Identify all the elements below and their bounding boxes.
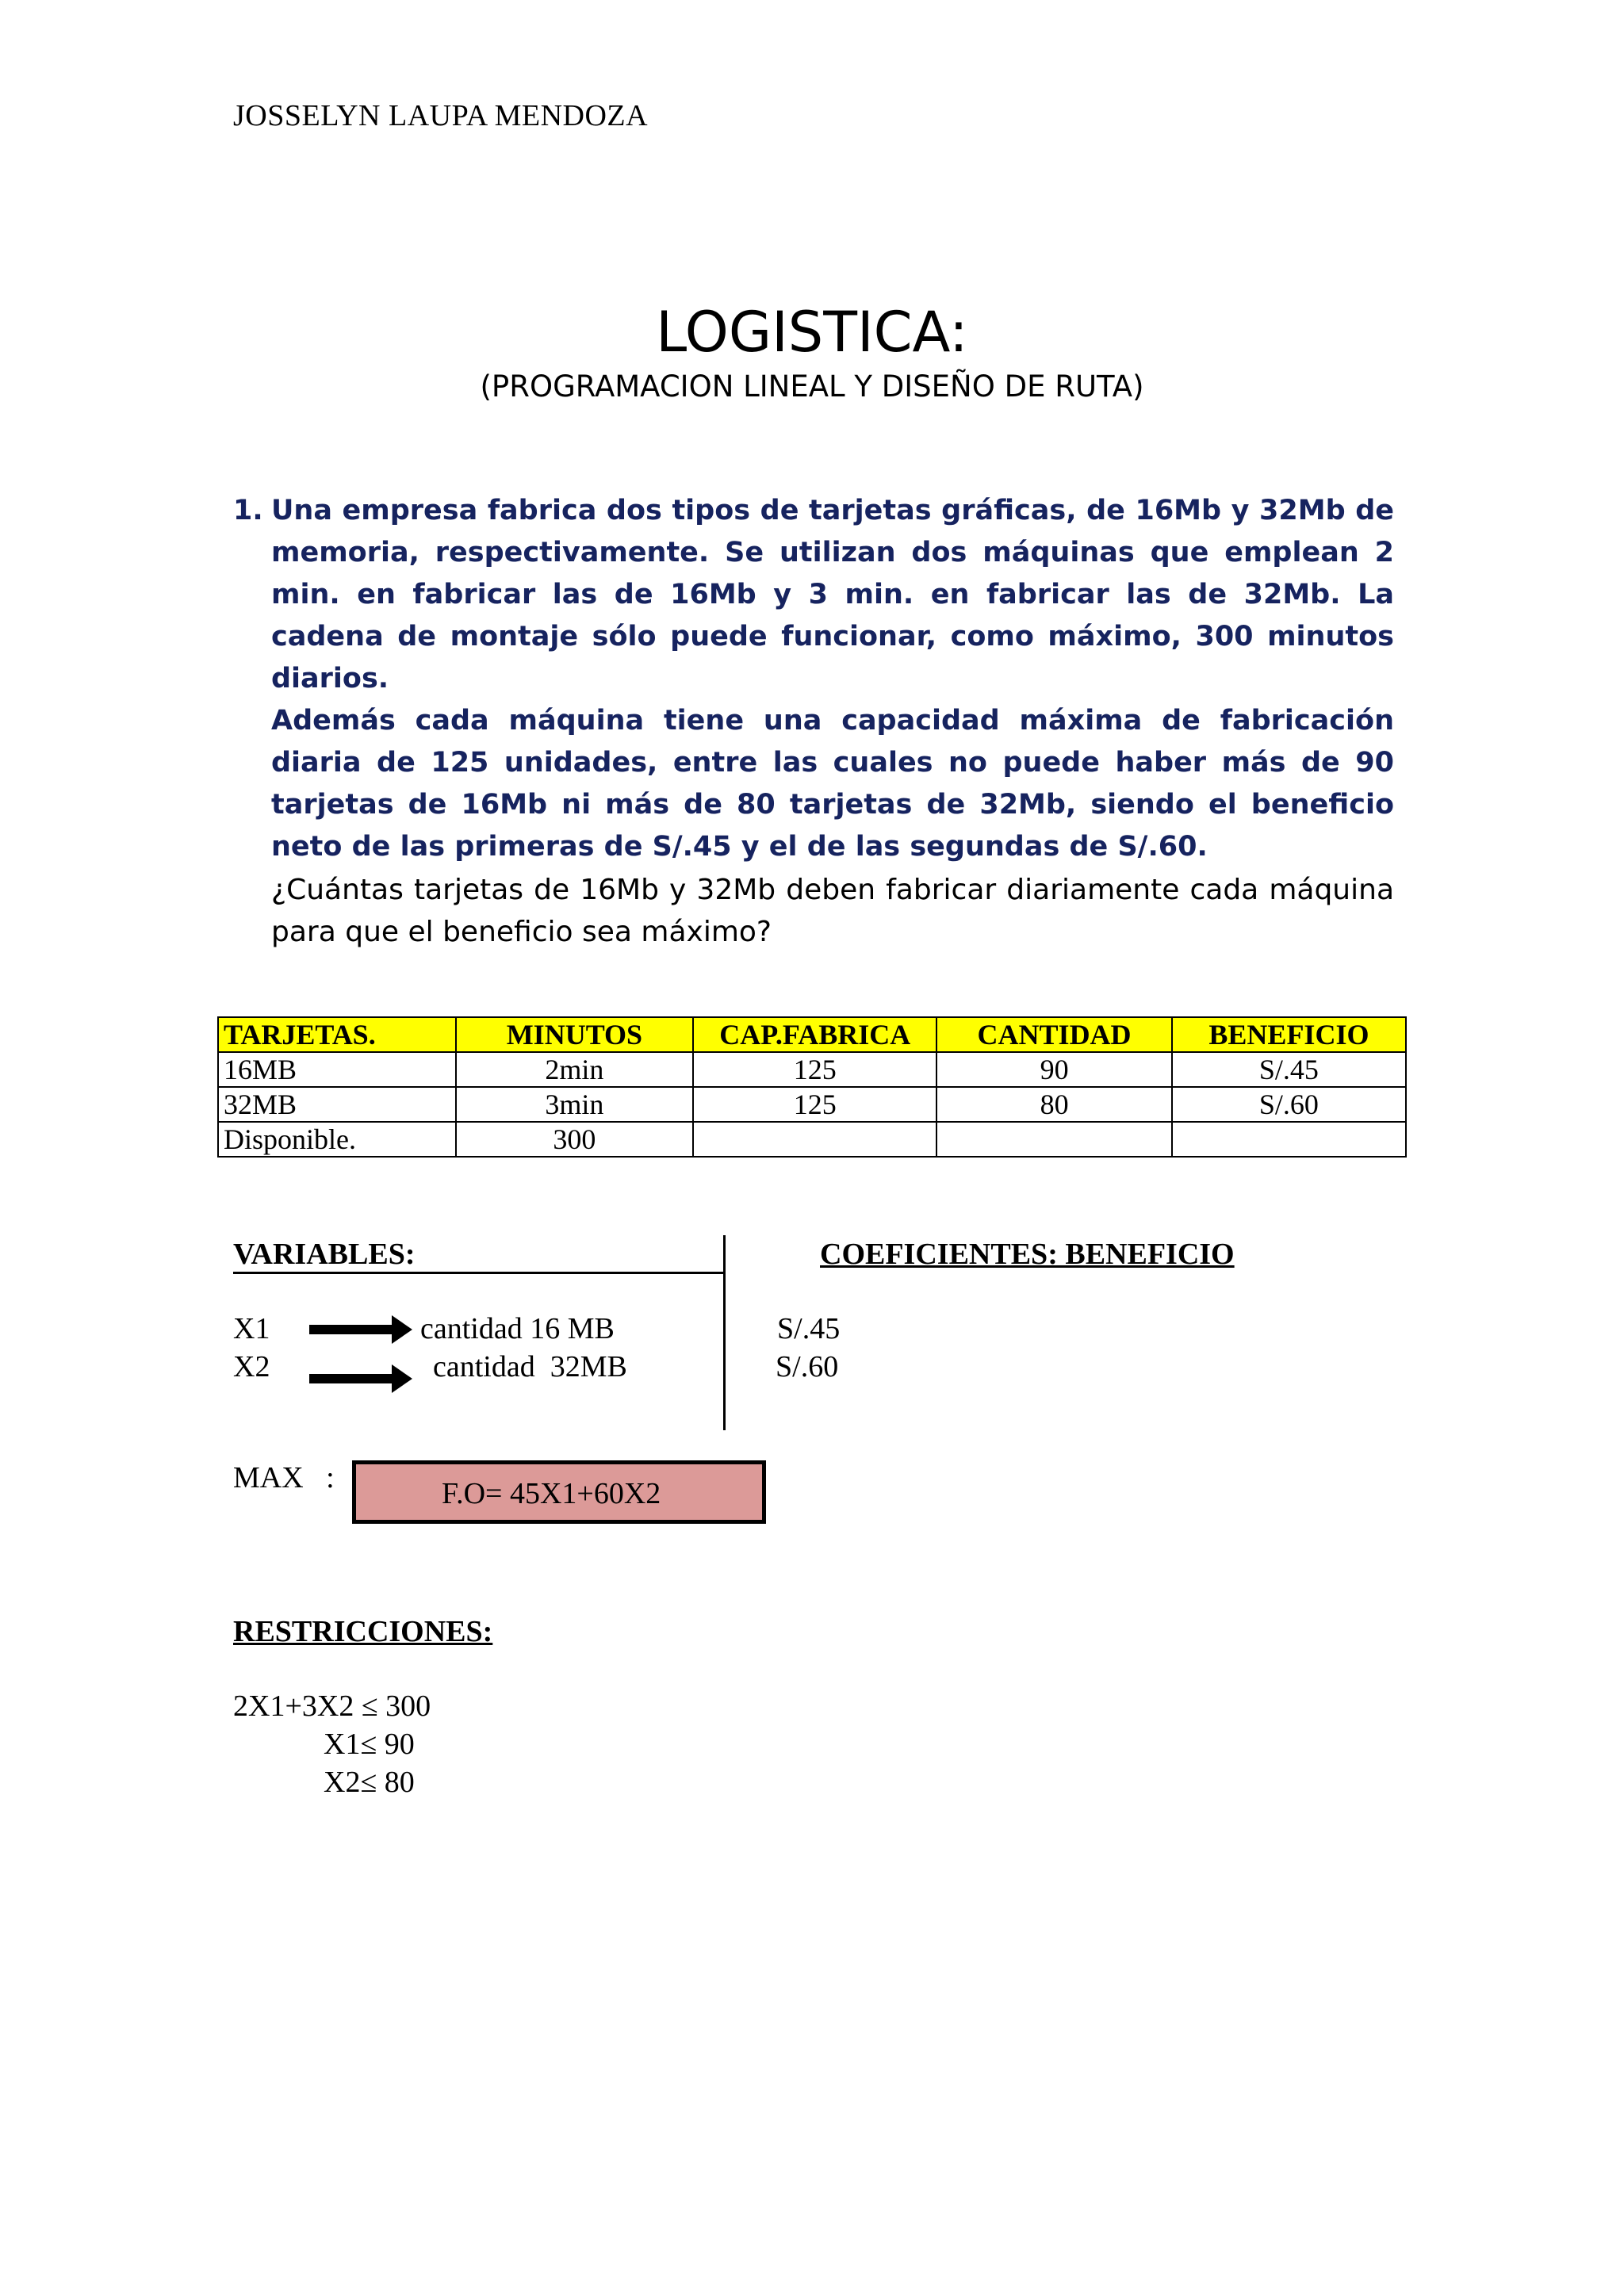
table-cell: Disponible. — [218, 1122, 456, 1157]
table-cell: 90 — [936, 1052, 1172, 1087]
page-subtitle: (PROGRAMACION LINEAL Y DISEÑO DE RUTA) — [480, 369, 1144, 404]
author-name: JOSSELYN LAUPA MENDOZA — [233, 99, 649, 132]
variable-x2-name: X2 — [233, 1350, 270, 1383]
variable-x1-description: cantidad 16 MB — [420, 1312, 615, 1345]
table-cell — [693, 1122, 936, 1157]
problem-statement — [233, 490, 1394, 868]
table-cell: 125 — [693, 1052, 936, 1087]
max-label: MAX : — [233, 1461, 335, 1494]
table-header-cell: CANTIDAD — [936, 1017, 1172, 1052]
table-cell: 300 — [456, 1122, 694, 1157]
variable-x2-coefficient: S/.60 — [776, 1350, 839, 1383]
table-header-row — [218, 1017, 1406, 1052]
table-cell: 2min — [456, 1052, 694, 1087]
data-table — [217, 1016, 1407, 1158]
table-cell: 32MB — [218, 1087, 456, 1122]
table-header-cell: BENEFICIO — [1172, 1017, 1406, 1052]
variable-x1-name: X1 — [233, 1312, 270, 1345]
table-cell: 125 — [693, 1087, 936, 1122]
variables-underline — [233, 1272, 725, 1274]
table-cell: 16MB — [218, 1052, 456, 1087]
table-cell: S/.60 — [1172, 1087, 1406, 1122]
table-cell: 80 — [936, 1087, 1172, 1122]
variable-x2-description: cantidad 32MB — [433, 1350, 627, 1383]
right-arrow-icon — [309, 1363, 414, 1395]
variables-divider — [723, 1235, 726, 1430]
restriction-1: 2X1+3X2 ≤ 300 — [233, 1689, 431, 1723]
problem-number: 1. — [233, 495, 263, 526]
table-header-cell: MINUTOS — [456, 1017, 694, 1052]
table-cell — [936, 1122, 1172, 1157]
table-row — [218, 1087, 1406, 1122]
restrictions-heading: RESTRICCIONES: — [233, 1615, 493, 1648]
right-arrow-icon — [309, 1314, 414, 1345]
restriction-2: X1≤ 90 — [324, 1728, 415, 1761]
restriction-3: X2≤ 80 — [324, 1766, 415, 1799]
coefficients-heading: COEFICIENTES: BENEFICIO — [820, 1238, 1235, 1271]
problem-paragraph-2: Además cada máquina tiene una capacidad máxima de fabricación diaria de 125 unidades, entre las cuales no puede haber más de 90 tarjetas de 16Mb ni más de 80 tarjetas de 32Mb, siendo el beneficio neto de las primeras de S/.45 y el de las segundas de S/.60. — [271, 705, 1394, 863]
table-header-cell: TARJETAS. — [218, 1017, 456, 1052]
table-cell: S/.45 — [1172, 1052, 1406, 1087]
objective-function-box: F.O= 45X1+60X2 — [352, 1460, 766, 1524]
variable-x1-coefficient: S/.45 — [777, 1312, 841, 1345]
table-cell — [1172, 1122, 1406, 1157]
problem-paragraph-1: Una empresa fabrica dos tipos de tarjetas gráficas, de 16Mb y 32Mb de memoria, respectivamente. Se utilizan dos máquinas que emplean 2 min. en fabricar las de 16Mb y 3 min. en fabricar las de 32Mb. La cadena de montaje sólo puede funcionar, como máximo, 300 minutos diarios. — [271, 495, 1394, 695]
table-header-cell: CAP.FABRICA — [693, 1017, 936, 1052]
page-title: LOGISTICA: — [656, 300, 968, 365]
table-row — [218, 1122, 1406, 1157]
table-cell: 3min — [456, 1087, 694, 1122]
table-row — [218, 1052, 1406, 1087]
problem-question: ¿Cuántas tarjetas de 16Mb y 32Mb deben fabricar diariamente cada máquina para que el beneficio sea máximo? — [271, 874, 1394, 948]
variables-heading: VARIABLES: — [233, 1238, 416, 1271]
